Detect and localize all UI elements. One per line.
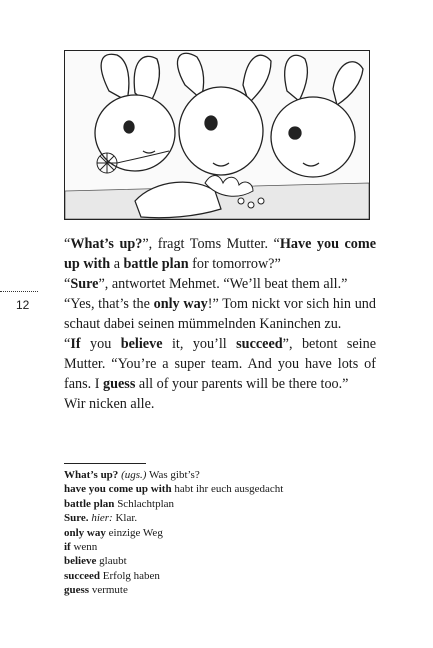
text-run: ”, betont seine Mutter. “You’re a super team. And you have lots of fans. I [64, 336, 376, 392]
story-paragraph-5 [64, 394, 376, 414]
text-run: “Yes, that’s the [64, 296, 154, 312]
text-run: it, you’ll [162, 336, 237, 352]
glossary-entry: battle plan Schlachtplan [64, 497, 175, 510]
vocabulary-term: succeed [236, 336, 283, 352]
text-run: all of your parents will be there too.” [135, 376, 349, 392]
page-marker-dots [0, 291, 38, 292]
vocabulary-term: Sure [70, 276, 99, 292]
text-run: ”, fragt Toms Mutter. “ [142, 236, 280, 252]
story-paragraph-4 [64, 334, 376, 394]
vocabulary-term: believe [120, 336, 163, 352]
glossary-entry: have you come up with habt ihr euch ausgedacht [64, 483, 284, 496]
text-run: “ [64, 336, 71, 352]
glossary-entry: guess vermute [64, 584, 128, 597]
vocabulary-term: What’s up? [70, 236, 143, 252]
rabbits-drawing [65, 51, 369, 219]
story-paragraph-1 [64, 234, 376, 274]
glossary-divider [64, 463, 146, 464]
text-run: for tomorrow?” [188, 256, 281, 272]
glossary-entry: succeed Erfolg haben [64, 569, 160, 582]
glossary-entry: if wenn [64, 541, 98, 554]
text-run: “ [64, 276, 71, 292]
text-run: you [80, 336, 121, 352]
story-paragraph-3 [64, 294, 376, 334]
glossary-entry: Sure. hier: Klar. [64, 512, 138, 525]
vocabulary-term: only way [153, 296, 208, 312]
glossary-entry: What’s up? (ugs.) Was gibt’s? [64, 469, 200, 481]
glossary-entry: only way einzige Weg [64, 526, 163, 539]
glossary-entry: believe glaubt [64, 555, 127, 568]
page-number: 12 [16, 298, 30, 312]
story-paragraph-2 [64, 274, 376, 294]
vocabulary-term: Have you come up with [64, 236, 377, 272]
three-rabbits-eating-illustration [64, 50, 370, 220]
text-run: !” Tom nickt vor sich hin und schaut dabei seinen mümmelnden Kaninchen zu. [64, 296, 376, 332]
vocabulary-term: guess [103, 376, 136, 392]
text-run: Wir nicken alle. [64, 396, 155, 412]
vocabulary-glossary [64, 468, 364, 598]
story-text [64, 234, 376, 414]
text-run: a [110, 256, 124, 272]
vocabulary-term: battle plan [123, 256, 189, 272]
text-run: ”, antwortet Mehmet. “We’ll beat them all.” [98, 276, 348, 292]
text-run: “ [64, 236, 71, 252]
vocabulary-term: If [70, 336, 81, 352]
